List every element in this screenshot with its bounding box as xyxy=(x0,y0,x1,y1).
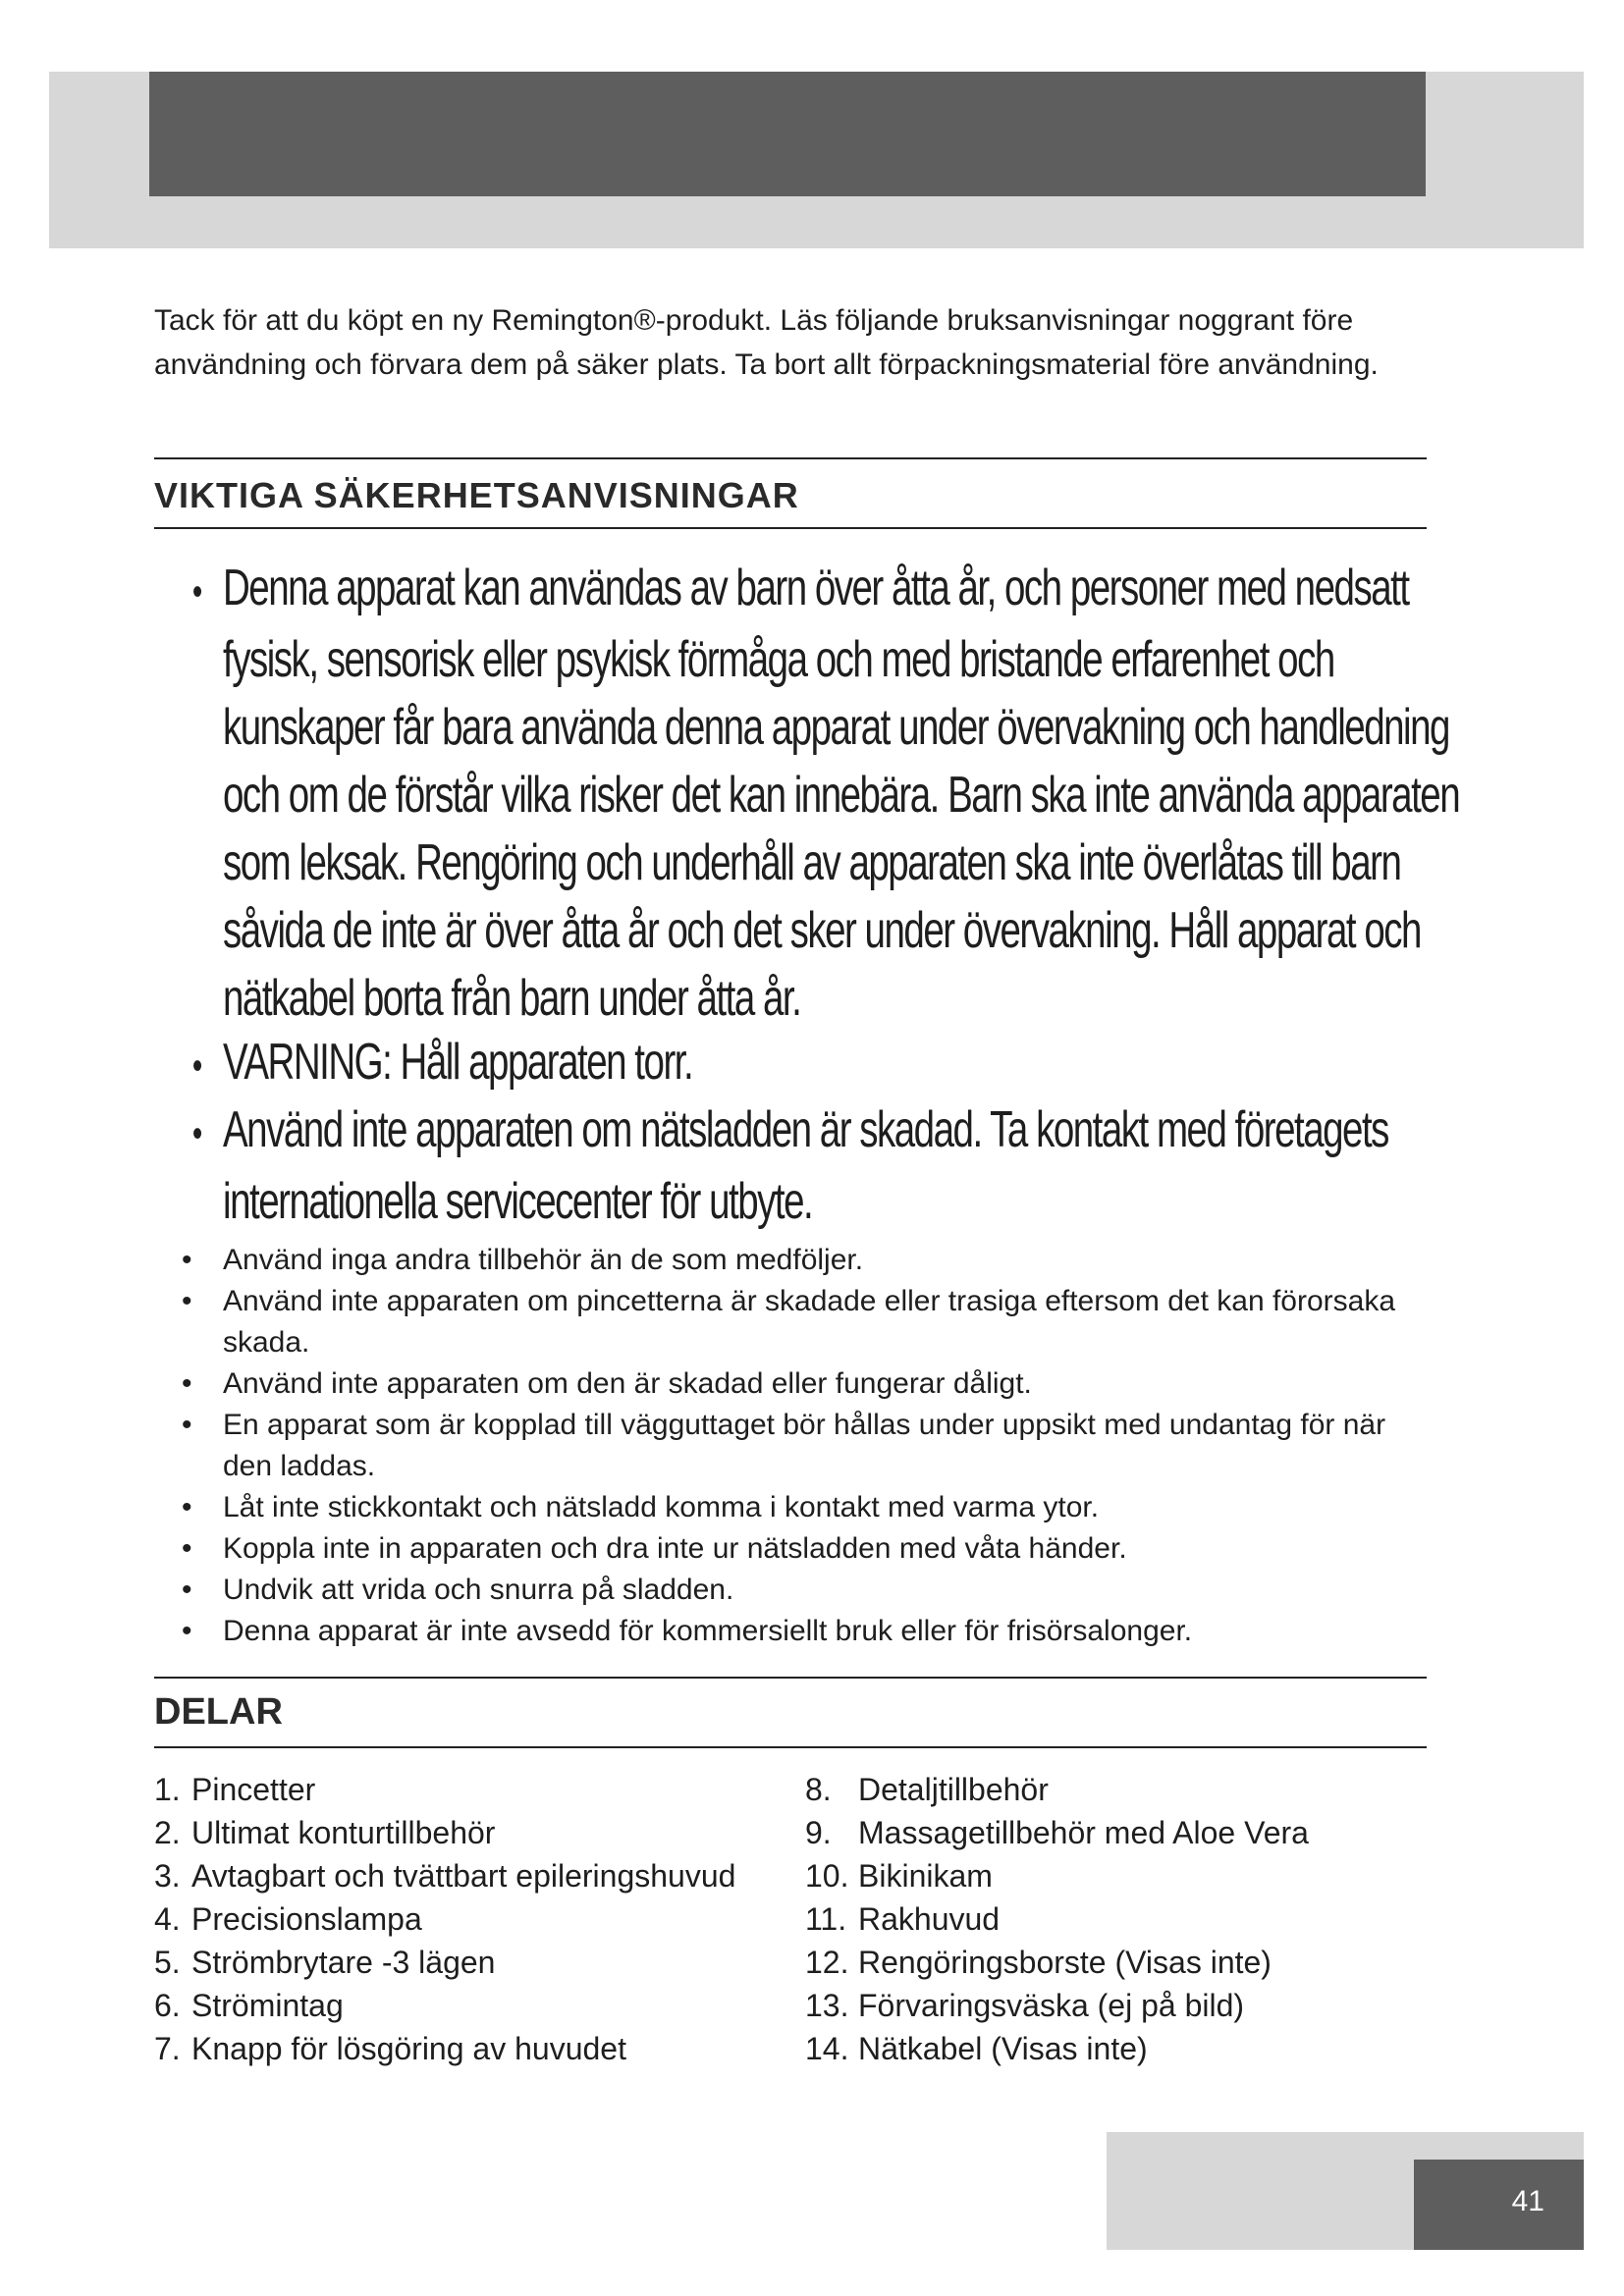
safety-list xyxy=(154,1240,1431,1652)
list-item: 7. Knapp för lösgöring av huvudet xyxy=(154,2031,626,2066)
bullet-icon: • xyxy=(182,1615,192,1647)
list-item: • VARNING: Håll apparaten torr. xyxy=(154,1029,1460,1096)
list-item: • Undvik att vrida och snurra på sladden. xyxy=(154,1570,1431,1611)
safety-title: VIKTIGA SÄKERHETSANVISNINGAR xyxy=(154,475,799,515)
list-item: 2. Ultimat konturtillbehör xyxy=(154,1815,496,1850)
list-item: • Låt inte stickkontakt och nätsladd komma i kontakt med varma ytor. xyxy=(154,1487,1431,1528)
list-item: 3. Avtagbart och tvättbart epileringshuvud xyxy=(154,1858,736,1894)
bullet-icon: • xyxy=(182,1285,192,1317)
section-rule-bottom xyxy=(154,527,1427,529)
list-item: 12. Rengöringsborste (Visas inte) xyxy=(805,1945,1272,1980)
section-rule-top xyxy=(154,457,1427,459)
bullet-icon: • xyxy=(182,1491,192,1523)
parts-list-left xyxy=(154,1772,763,2074)
list-item: 4. Precisionslampa xyxy=(154,1901,422,1937)
list-item: 1. Pincetter xyxy=(154,1772,316,1807)
list-item: 6. Strömintag xyxy=(154,1988,344,2023)
header-bar xyxy=(149,72,1426,196)
bullet-icon: • xyxy=(182,1409,192,1441)
emphasized-safety-list xyxy=(154,555,1460,1232)
list-item: 8. Detaljtillbehör xyxy=(805,1772,1049,1807)
list-item: 13. Förvaringsväska (ej på bild) xyxy=(805,1988,1245,2023)
bullet-icon: • xyxy=(182,1532,192,1565)
list-item: 5. Strömbrytare -3 lägen xyxy=(154,1945,496,1980)
bullet-icon: • xyxy=(182,1574,192,1606)
bullet-icon: • xyxy=(182,1367,192,1400)
list-item: 14. Nätkabel (Visas inte) xyxy=(805,2031,1148,2066)
section-rule-top xyxy=(154,1677,1427,1679)
bullet-icon: • xyxy=(191,1112,201,1155)
parts-title: DELAR xyxy=(154,1691,283,1733)
bullet-icon: • xyxy=(191,570,201,614)
list-item: • Denna apparat är inte avsedd för kommersiellt bruk eller för frisörsalonger. xyxy=(154,1611,1431,1652)
list-item: • Använd inga andra tillbehör än de som medföljer. xyxy=(154,1240,1431,1281)
parts-list-right xyxy=(805,1772,1434,2074)
list-item: • Koppla inte in apparaten och dra inte ur nätsladden med våta händer. xyxy=(154,1528,1431,1570)
intro-paragraph: Tack för att du köpt en ny Remington®-produkt. Läs följande bruksanvisningar noggrant före användning och förvara dem på säker plats. Ta bort allt förpackningsmaterial före användning. xyxy=(154,304,1379,381)
list-item: 9. Massagetillbehör med Aloe Vera xyxy=(805,1815,1309,1850)
list-item: • Använd inte apparaten om pincetterna är skadade eller trasiga eftersom det kan förorsaka skada. xyxy=(154,1281,1431,1363)
section-rule-bottom xyxy=(154,1746,1427,1748)
bullet-icon: • xyxy=(191,1044,201,1088)
list-item: 10. Bikinikam xyxy=(805,1858,993,1894)
page-number: 41 xyxy=(1511,2185,1544,2217)
footer-page-box xyxy=(1414,2160,1584,2250)
list-item: 11. Rakhuvud xyxy=(805,1901,1001,1937)
list-item: • Denna apparat kan användas av barn över åtta år, och personer med nedsatt fysisk, sensorisk eller psykisk förmåga och med bristande erfarenhet och kunskaper får bara använda denna apparat under övervakning och handledning och om de förstår vilka risker det kan innebära. Barn ska inte använda apparaten som leksak. Rengöring och underhåll av apparaten ska inte överlåtas till barn såvida de inte är över åtta år och det sker under övervakning. Håll apparat och nätkabel borta från barn under åtta år. xyxy=(191,560,1460,1027)
list-item: • Använd inte apparaten om den är skadad eller fungerar dåligt. xyxy=(154,1363,1431,1405)
list-item: • En apparat som är kopplad till vägguttaget bör hållas under uppsikt med undantag för när den laddas. xyxy=(154,1405,1431,1487)
bullet-icon: • xyxy=(182,1244,192,1276)
list-item: • Använd inte apparaten om nätsladden är skadad. Ta kontakt med företagets internationella servicecenter för utbyte. xyxy=(191,1101,1388,1230)
